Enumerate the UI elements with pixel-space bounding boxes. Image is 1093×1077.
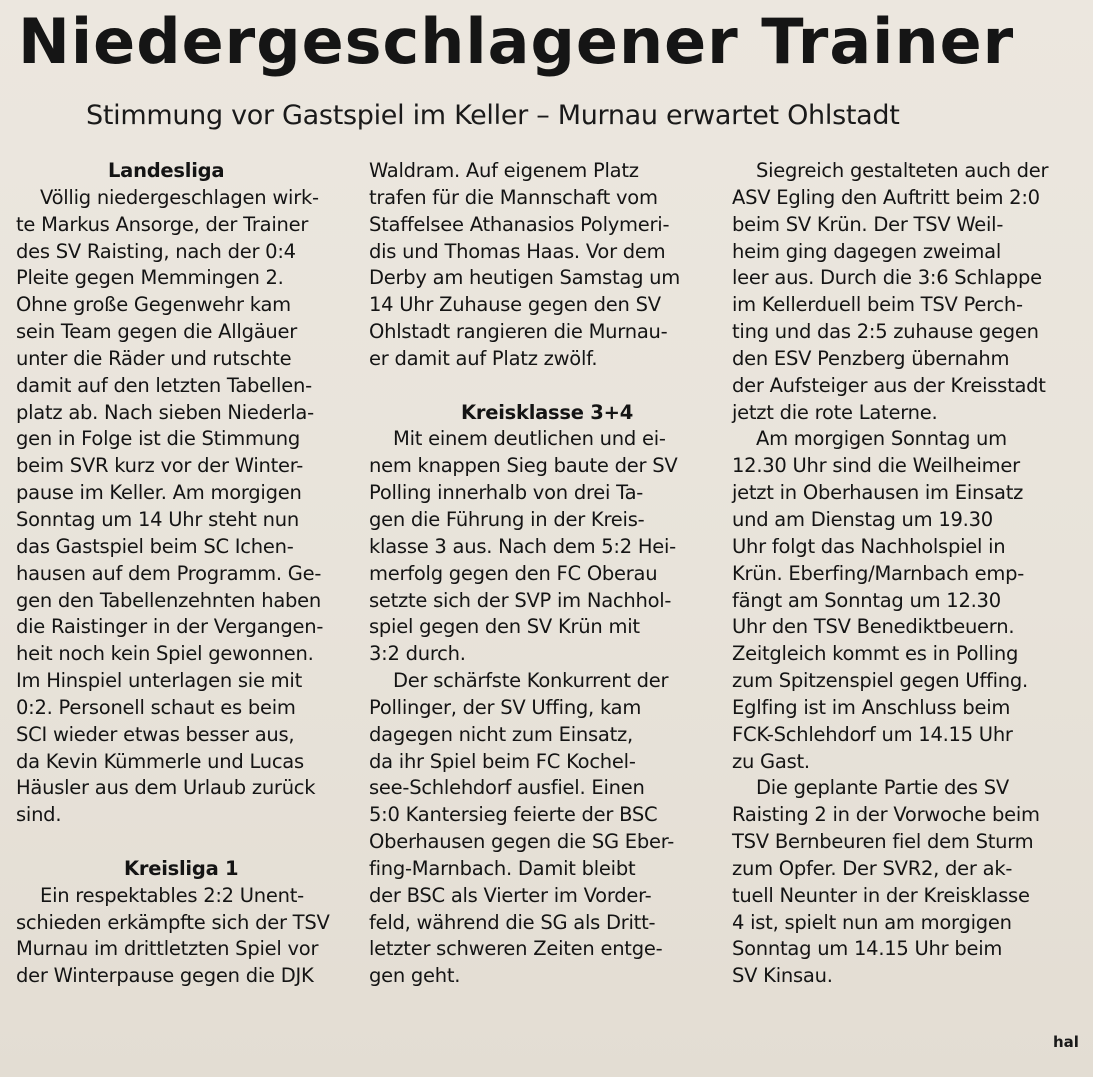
text-line: feld, während die SG als Dritt- [369,910,656,934]
text-line: im Kellerduell beim TSV Perch- [732,293,1023,317]
text-line: klasse 3 aus. Nach dem 5:2 Hei- [369,534,676,558]
text-line: see-Schlehdorf ausfiel. Einen [369,776,645,800]
text-line: TSV Bernbeuren fiel dem Sturm [732,830,1034,854]
text-line: gen die Führung in der Kreis- [369,507,645,531]
section-heading: Landesliga [108,159,225,182]
text-line: beim SVR kurz vor der Winter- [16,454,304,478]
text-line: Derby am heutigen Samstag um [369,266,681,290]
text-line: tuell Neunter in der Kreisklasse [732,883,1030,907]
text-line: zum Spitzenspiel gegen Uffing. [732,669,1028,693]
text-line: ting und das 2:5 zuhause gegen [732,320,1039,344]
text-line: fing-Marnbach. Damit bleibt [369,856,636,880]
text-line: spiel gegen den SV Krün mit [369,615,640,639]
text-line: SCI wieder etwas besser aus, [16,722,295,746]
article-column-1 [16,158,361,990]
text-line: sind. [16,803,62,827]
text-line: te Markus Ansorge, der Trainer [16,212,309,236]
section-heading: Kreisklasse 3+4 [461,400,634,424]
text-line: nem knappen Sieg baute der SV [369,454,678,478]
author-signature: hal [1053,1033,1079,1051]
text-line: jetzt die rote Laterne. [732,400,938,424]
headline: Niedergeschlagener Trainer [18,5,1015,78]
text-line: 5:0 Kantersieg feierte der BSC [369,803,658,827]
text-line: Oberhausen gegen die SG Eber- [369,830,675,854]
text-line: 14 Uhr Zuhause gegen den SV [369,293,661,317]
text-line: Staffelsee Athanasios Polymeri- [369,212,670,236]
text-line: Ohne große Gegenwehr kam [16,293,291,317]
text-line: der BSC als Vierter im Vorder- [369,883,652,907]
text-line: hausen auf dem Programm. Ge- [16,561,322,585]
text-line: und am Dienstag um 19.30 [732,507,993,531]
text-line: Am morgigen Sonntag um [756,427,1007,451]
text-line: Ein respektables 2:2 Unent- [40,883,304,907]
text-line: Mit einem deutlichen und ei- [393,427,666,451]
text-line: er damit auf Platz zwölf. [369,346,598,370]
text-line: ASV Egling den Auftritt beim 2:0 [732,185,1040,209]
text-line: Krün. Eberfing/Marnbach emp- [732,561,1025,585]
text-line: heim ging dagegen zweimal [732,239,1002,263]
text-line: sein Team gegen die Allgäuer [16,320,298,344]
text-line: letzter schweren Zeiten entge- [369,937,663,961]
text-line: Im Hinspiel unterlagen sie mit [16,669,302,693]
text-line: unter die Räder und rutschte [16,346,292,370]
text-line: pause im Keller. Am morgigen [16,481,302,505]
text-line: beim SV Krün. Der TSV Weil- [732,212,1004,236]
text-line: gen den Tabellenzehnten haben [16,588,322,612]
text-line: Uhr den TSV Benediktbeuern. [732,615,1015,639]
text-line: 0:2. Personell schaut es beim [16,695,296,719]
article-column-3 [732,158,1082,990]
text-line: 4 ist, spielt nun am morgigen [732,910,1012,934]
text-line: da Kevin Kümmerle und Lucas [16,749,304,773]
text-line: gen geht. [369,964,461,988]
text-line: jetzt in Oberhausen im Einsatz [732,481,1024,505]
text-line: der Aufsteiger aus der Kreisstadt [732,373,1046,397]
text-line: Eglfing ist im Anschluss beim [732,695,1011,719]
text-line: trafen für die Mannschaft vom [369,185,658,209]
text-line: zum Opfer. Der SVR2, der ak- [732,856,1013,880]
article-column-2 [369,158,721,990]
text-line: Ohlstadt rangieren die Murnau- [369,320,668,344]
text-line: da ihr Spiel beim FC Kochel- [369,749,636,773]
text-line: Der schärfste Konkurrent der [393,669,669,693]
text-line: leer aus. Durch die 3:6 Schlappe [732,266,1042,290]
text-line: schieden erkämpfte sich der TSV [16,910,330,934]
text-line: zu Gast. [732,749,810,773]
text-line: dis und Thomas Haas. Vor dem [369,239,666,263]
text-line: fängt am Sonntag um 12.30 [732,588,1001,612]
text-line: SV Kinsau. [732,964,833,988]
text-line: 12.30 Uhr sind die Weilheimer [732,454,1020,478]
text-line: Polling innerhalb von drei Ta- [369,481,644,505]
text-line: damit auf den letzten Tabellen- [16,373,312,397]
text-line: Murnau im drittletzten Spiel vor [16,937,319,961]
text-line: Siegreich gestalteten auch der [756,159,1049,182]
text-line: das Gastspiel beim SC Ichen- [16,534,294,558]
text-line: gen in Folge ist die Stimmung [16,427,301,451]
text-line: Zeitgleich kommt es in Polling [732,642,1019,666]
text-line: Raisting 2 in der Vorwoche beim [732,803,1040,827]
text-line: Häusler aus dem Urlaub zurück [16,776,316,800]
text-line: FCK-Schlehdorf um 14.15 Uhr [732,722,1013,746]
text-line: 3:2 durch. [369,642,466,666]
text-line: heit noch kein Spiel gewonnen. [16,642,314,666]
subheadline: Stimmung vor Gastspiel im Keller – Murnau erwartet Ohlstadt [86,100,900,131]
text-line: dagegen nicht zum Einsatz, [369,722,633,746]
text-line: setzte sich der SVP im Nachhol- [369,588,672,612]
text-line: Völlig niedergeschlagen wirk- [40,185,319,209]
text-line: Waldram. Auf eigenem Platz [369,159,639,182]
text-line: platz ab. Nach sieben Niederla- [16,400,314,424]
text-line: Die geplante Partie des SV [756,776,1010,800]
text-line: Uhr folgt das Nachholspiel in [732,534,1006,558]
text-line: der Winterpause gegen die DJK [16,964,314,988]
paragraph-gap [369,373,721,400]
paragraph-gap [16,829,361,856]
text-line: des SV Raisting, nach der 0:4 [16,239,296,263]
text-line: Sonntag um 14 Uhr steht nun [16,507,299,531]
text-line: die Raistinger in der Vergangen- [16,615,324,639]
text-line: Pleite gegen Memmingen 2. [16,266,284,290]
text-line: den ESV Penzberg übernahm [732,346,1010,370]
text-line: Sonntag um 14.15 Uhr beim [732,937,1003,961]
section-heading: Kreisliga 1 [124,856,239,880]
text-line: merfolg gegen den FC Oberau [369,561,658,585]
text-line: Pollinger, der SV Uffing, kam [369,695,642,719]
